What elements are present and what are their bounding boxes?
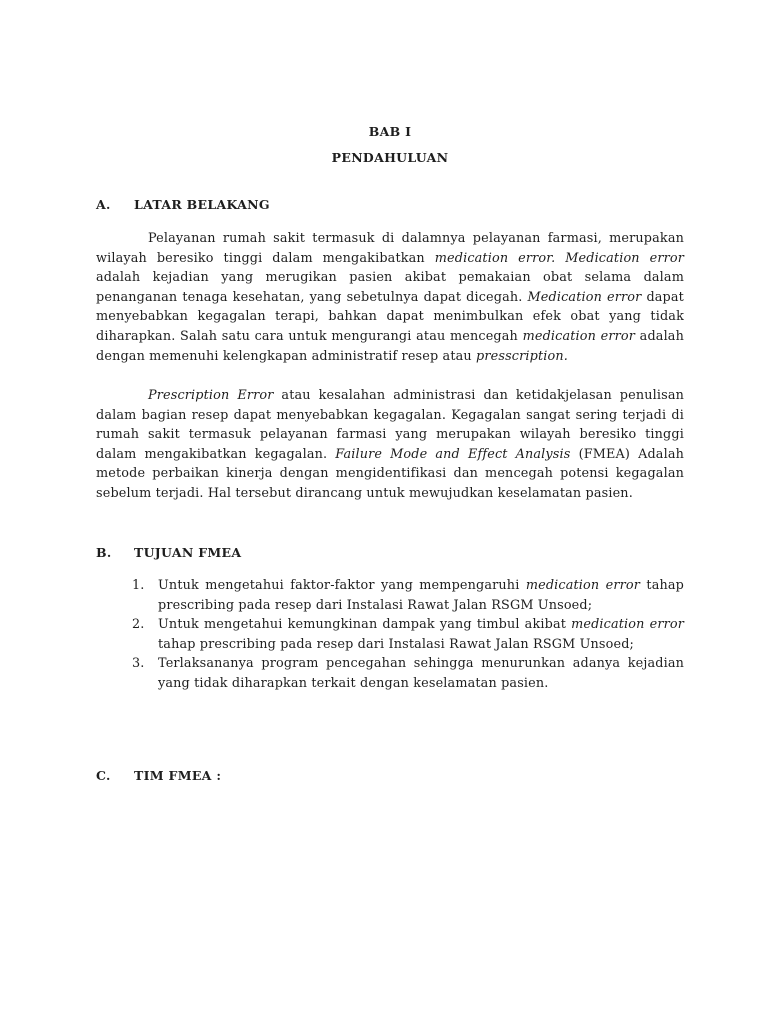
list-item-text [158, 617, 684, 652]
list-item-number: 2. [132, 617, 145, 633]
text-run: Untuk mengetahui faktor-faktor yang mempengaruhi [158, 578, 526, 593]
italic-term: medication error. [434, 250, 556, 266]
chapter-number: BAB I [368, 124, 412, 139]
section-a-title: LATAR BELAKANG [134, 197, 270, 212]
text-run: Pelayanan rumah sakit termasuk di dalamnya pelayanan farmasi, merupakan wilayah beresiko tinggi dalam mengakibatkan [96, 231, 684, 266]
section-b-title: TUJUAN FMEA [134, 545, 242, 560]
italic-term: medication error [571, 617, 684, 633]
italic-term: Failure Mode and Effect Analysis [335, 446, 571, 462]
text-run: Untuk mengetahui kemungkinan dampak yang timbul akibat [158, 617, 572, 633]
list-item-text [158, 656, 684, 691]
section-b-number: B. [96, 545, 112, 560]
section-c-number: C. [96, 768, 111, 783]
list-item [128, 615, 684, 654]
text-run: Terlaksananya program pencegahan sehingga menurunkan adanya kejadian yang tidak diharapkan terkait dengan keselamatan pasien. [158, 656, 684, 691]
text-run: adalah dengan memenuhi kelengkapan administratif resep atau [96, 328, 684, 364]
text-run: atau kesalahan administrasi dan ketidakjelasan penulisan dalam bagian resep dapat menyebabkan kegagalan. Kegagalan sangat sering terjadi di rumah sakit termasuk pelayanan farmasi yang merupakan wilayah beresiko tinggi dalam mengakibatkan kegagalan. [96, 388, 684, 462]
text-run: dapat menyebabkan kegagalan terapi, bahkan dapat menimbulkan efek obat yang tidak diharapkan. Salah satu cara untuk mengurangi atau mencegah [96, 289, 684, 344]
italic-term: Medication error [565, 250, 684, 266]
list-item [128, 654, 684, 693]
italic-term: medication error [522, 328, 636, 344]
italic-term: Prescription Error [148, 388, 274, 403]
list-item-text [158, 578, 684, 613]
text-run: adalah kejadian yang merugikan pasien akibat pemakaian obat selama dalam penanganan tenaga kesehatan, yang sebetulnya dapat dicegah. [96, 270, 684, 305]
list-item-number: 3. [132, 656, 145, 672]
list-item [128, 576, 684, 615]
italic-term: medication error [525, 578, 641, 593]
chapter-title: PENDAHULUAN [331, 150, 449, 165]
italic-term: Medication error [527, 289, 642, 305]
list-item-number: 1. [132, 578, 145, 593]
text-run: tahap prescribing pada resep dari Instalasi Rawat Jalan RSGM Unsoed; [158, 578, 684, 613]
section-a-number: A. [96, 197, 111, 212]
tujuan-list [128, 576, 684, 694]
text-run: (FMEA) Adalah metode perbaikan kinerja dengan mengidentifikasi dan mencegah potensi kegagalan sebelum terjadi. Hal tersebut dirancang untuk mewujudkan keselamatan pasien. [96, 446, 685, 501]
italic-term: presscription. [476, 348, 568, 364]
section-c-title: TIM FMEA : [134, 768, 222, 783]
text-run: tahap prescribing pada resep dari Instalasi Rawat Jalan RSGM Unsoed; [158, 636, 635, 652]
paragraph-latar-belakang-1 [96, 229, 684, 366]
text-run [555, 251, 565, 266]
paragraph-latar-belakang-2 [96, 386, 684, 504]
